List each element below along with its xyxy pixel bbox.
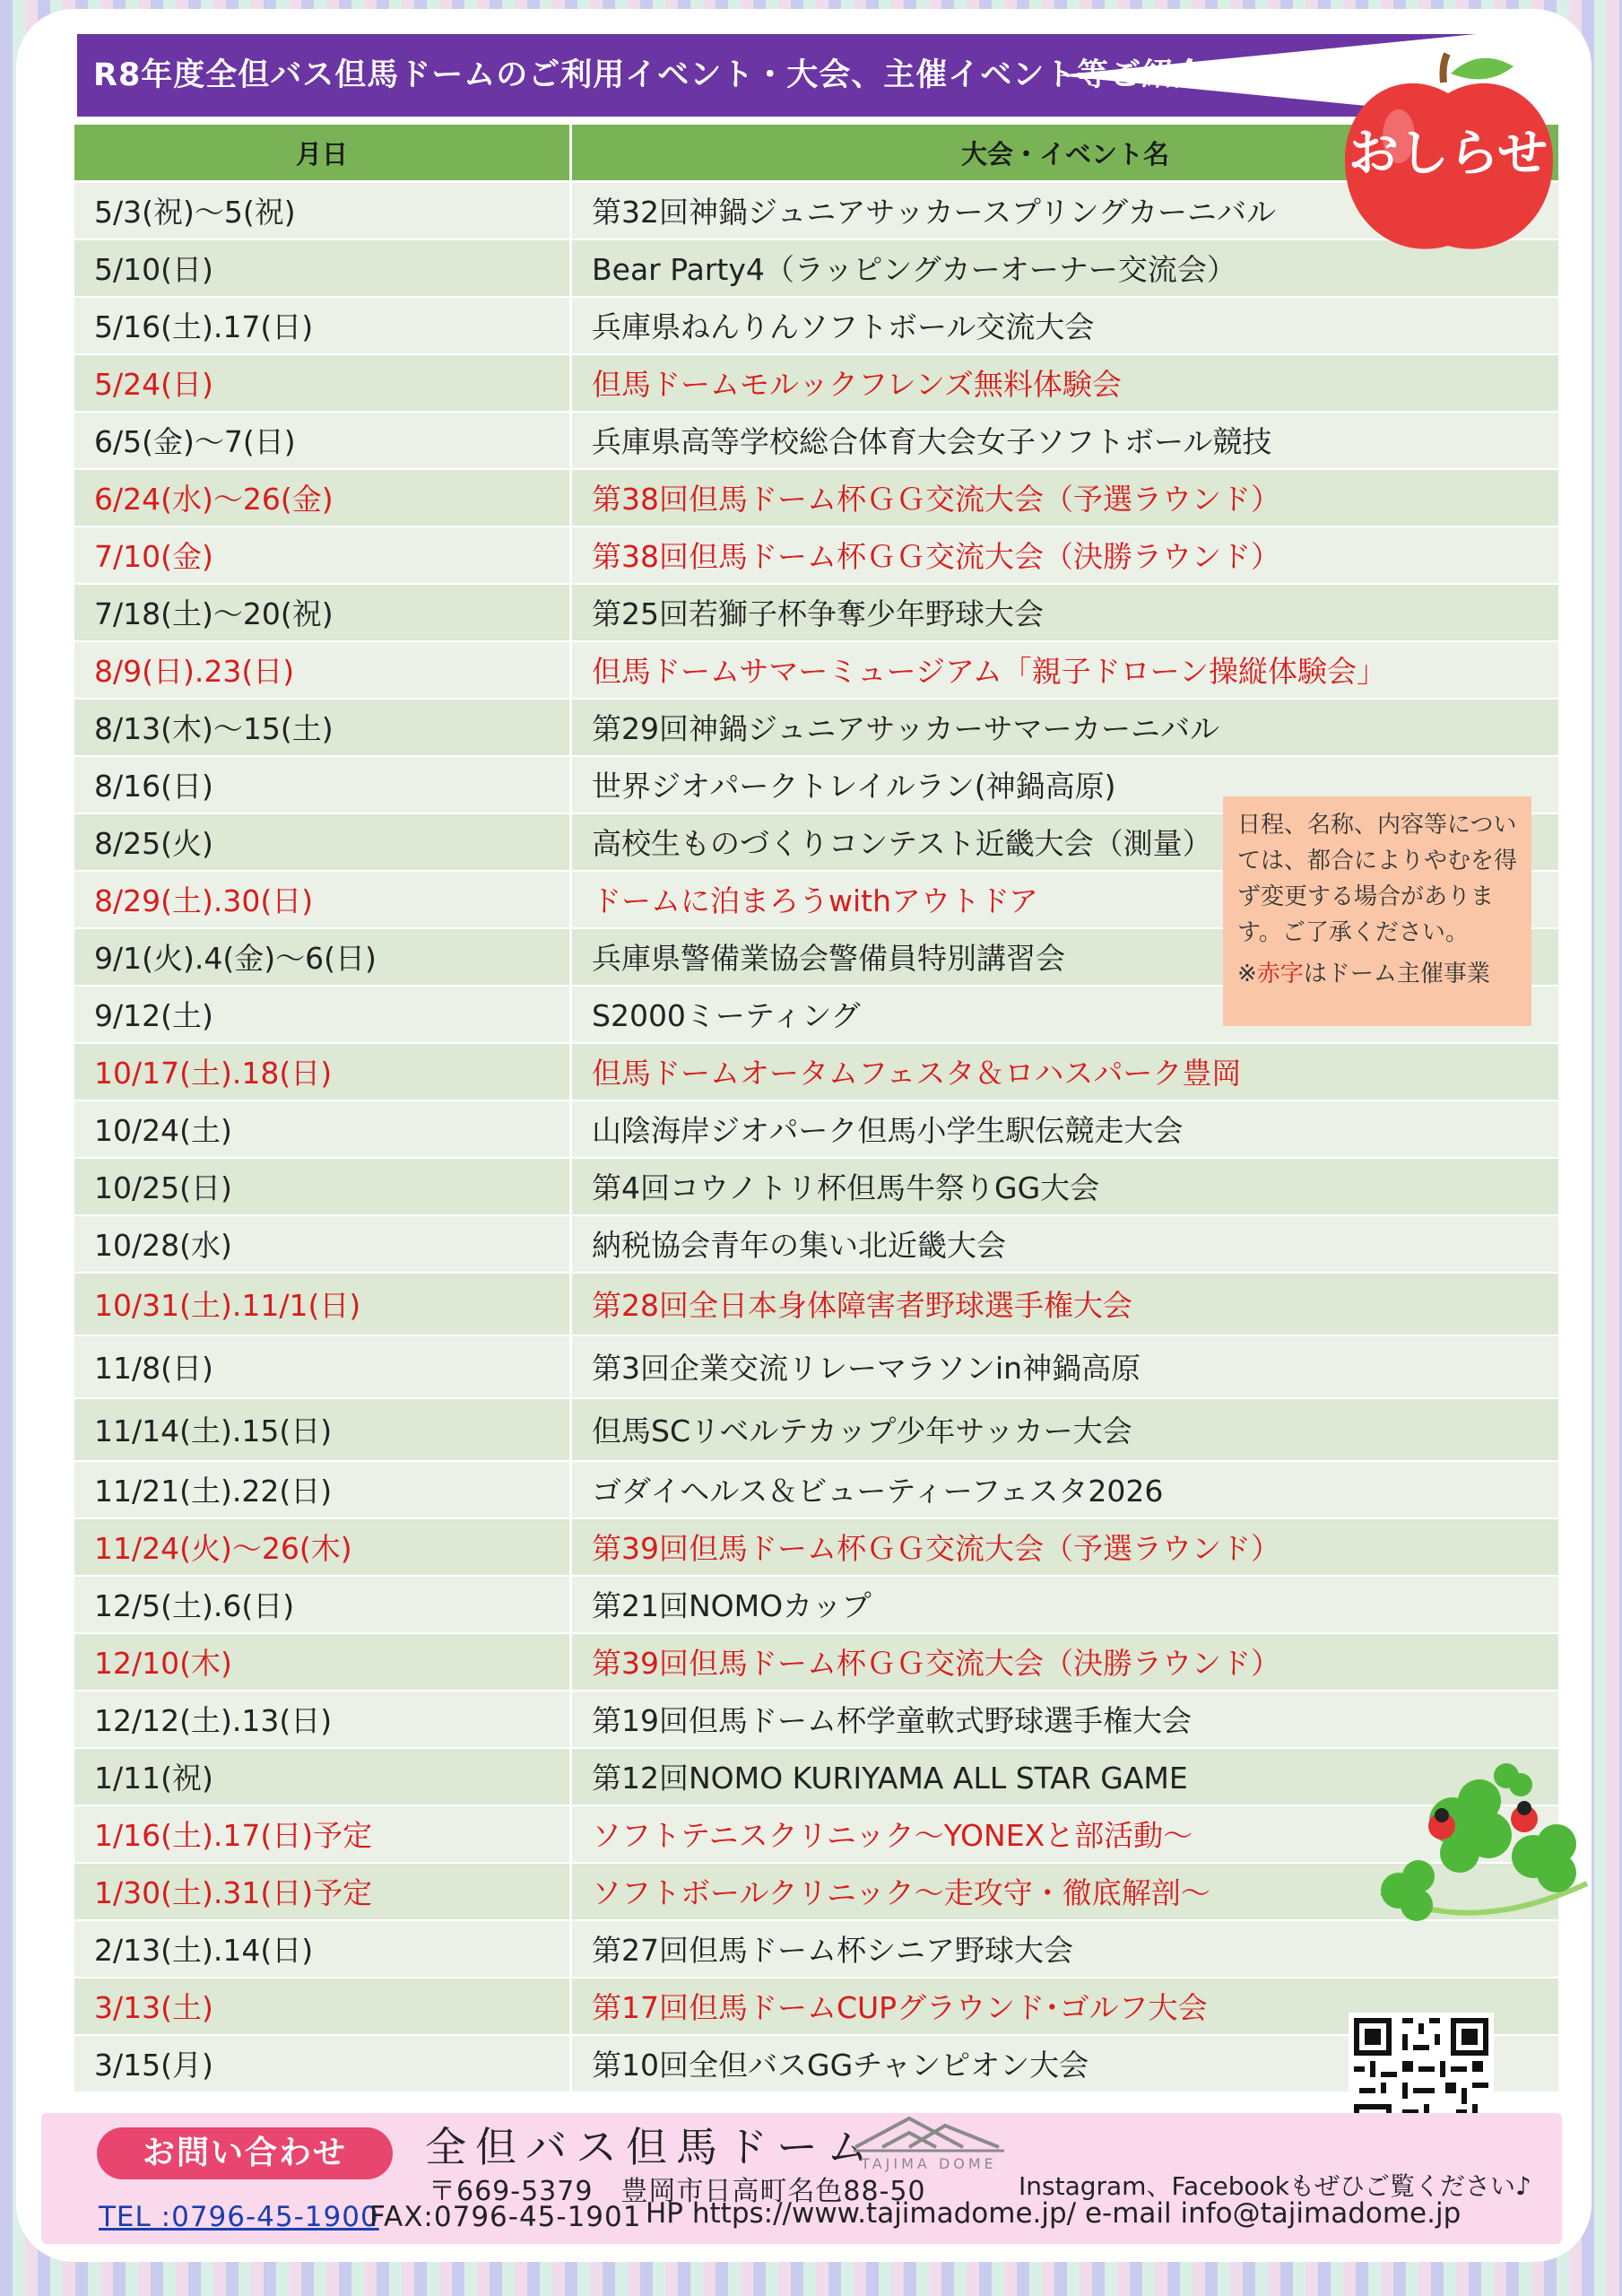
- event-date: 7/10(金): [74, 526, 571, 584]
- event-date: 12/12(土).13(日): [74, 1691, 571, 1748]
- event-date: 5/24(日): [74, 354, 571, 412]
- legend-red-word: 赤字: [1256, 961, 1304, 987]
- table-row: [74, 1748, 1560, 1805]
- clover-ladybug-icon: [1345, 1758, 1596, 1937]
- event-date: 11/21(土).22(日): [74, 1461, 571, 1518]
- event-name: 第3回企業交流リレーマラソンin神鍋高原: [571, 1335, 1560, 1398]
- event-name: Bear Party4（ラッピングカーオーナー交流会）: [571, 239, 1560, 297]
- event-name: ゴダイヘルス＆ビューティーフェスタ2026: [571, 1461, 1560, 1518]
- event-date: 11/24(火)～26(木): [74, 1518, 571, 1576]
- event-date: 12/5(土).6(日): [74, 1576, 571, 1633]
- table-row: [74, 1335, 1560, 1398]
- event-date: 10/25(日): [74, 1158, 571, 1215]
- event-name: ソフトテニスクリニック～YONEXと部活動～: [571, 1805, 1560, 1863]
- notice-text: 日程、名称、内容等については、都合によりやむを得ず変更する場合があります。ご了承ください。: [1237, 812, 1518, 946]
- event-name: 第17回但馬ドームCUPグラウンド･ゴルフ大会: [571, 1978, 1560, 2035]
- table-row: [74, 1920, 1560, 1978]
- table-row: [74, 1518, 1560, 1576]
- event-date: 8/9(日).23(日): [74, 641, 571, 699]
- sns-message: Instagram、Facebookもぜひご覧ください♪: [1019, 2171, 1531, 2201]
- event-name: 第12回NOMO KURIYAMA ALL STAR GAME: [571, 1748, 1560, 1805]
- event-name: 兵庫県ねんりんソフトボール交流大会: [571, 297, 1560, 354]
- event-date: 8/13(木)～15(土): [74, 699, 571, 756]
- event-date: 8/25(火): [74, 813, 571, 871]
- event-name: 第38回但馬ドーム杯ＧＧ交流大会（決勝ラウンド）: [571, 526, 1560, 584]
- table-row: [74, 641, 1560, 699]
- table-row: [74, 526, 1560, 584]
- event-date: 12/10(木): [74, 1633, 571, 1691]
- tajima-dome-logo: [846, 2109, 1017, 2174]
- event-name: ドームに泊まろうwithアウトドア: [571, 871, 1560, 928]
- table-row: [74, 1398, 1560, 1461]
- event-name: 第39回但馬ドーム杯ＧＧ交流大会（予選ラウンド）: [571, 1518, 1560, 1576]
- table-row: [74, 469, 1560, 526]
- apple-icon: [1336, 47, 1560, 262]
- event-name: 第39回但馬ドーム杯ＧＧ交流大会（決勝ラウンド）: [571, 1633, 1560, 1691]
- event-date: 9/1(火).4(金)～6(日): [74, 928, 571, 986]
- event-name: 第27回但馬ドーム杯シニア野球大会: [571, 1920, 1560, 1978]
- contact-badge: お問い合わせ: [97, 2127, 393, 2179]
- notice-box: [1223, 796, 1531, 1026]
- event-name: 山陰海岸ジオパーク但馬小学生駅伝競走大会: [571, 1100, 1560, 1158]
- event-name: 第32回神鍋ジュニアサッカースプリングカーニバル: [571, 182, 1560, 239]
- column-header-date: 月日: [74, 124, 571, 182]
- event-date: 8/29(土).30(日): [74, 871, 571, 928]
- event-date: 3/13(土): [74, 1978, 571, 2035]
- event-date: 1/11(祝): [74, 1748, 571, 1805]
- table-row: [74, 1043, 1560, 1100]
- event-name: 第29回神鍋ジュニアサッカーサマーカーニバル: [571, 699, 1560, 756]
- events-table: [72, 122, 1561, 2093]
- table-row: [74, 1805, 1560, 1863]
- event-date: 2/13(土).14(日): [74, 1920, 571, 1978]
- table-row: [74, 1633, 1560, 1691]
- event-name: 第25回若獅子杯争奪少年野球大会: [571, 584, 1560, 641]
- event-name: S2000ミーティング: [571, 986, 1560, 1043]
- table-row: [74, 1576, 1560, 1633]
- event-name: 但馬SCリベルテカップ少年サッカー大会: [571, 1398, 1560, 1461]
- event-date: 6/24(水)～26(金): [74, 469, 571, 526]
- event-date: 1/30(土).31(日)予定: [74, 1863, 571, 1920]
- event-date: 5/16(土).17(日): [74, 297, 571, 354]
- event-name: 但馬ドームモルックフレンズ無料体験会: [571, 354, 1560, 412]
- page-title: R8年度全但バス但馬ドームのご利用イベント・大会、主催イベント等ご紹介: [93, 57, 1207, 93]
- event-date: 10/17(土).18(日): [74, 1043, 571, 1100]
- table-row: [74, 1978, 1560, 2035]
- event-date: 3/15(月): [74, 2035, 571, 2092]
- event-name: 納税協会青年の集い北近畿大会: [571, 1215, 1560, 1273]
- event-name: 兵庫県警備業協会警備員特別講習会: [571, 928, 1560, 986]
- event-name: ソフトボールクリニック～走攻守・徹底解剖～: [571, 1863, 1560, 1920]
- table-row: [74, 412, 1560, 469]
- event-name: 第19回但馬ドーム杯学童軟式野球選手権大会: [571, 1691, 1560, 1748]
- table-row: [74, 1863, 1560, 1920]
- event-date: 8/16(日): [74, 756, 571, 813]
- table-body: [74, 182, 1560, 2092]
- event-date: 11/8(日): [74, 1335, 571, 1398]
- table-row: [74, 1691, 1560, 1748]
- table-row: [74, 1461, 1560, 1518]
- postal-address: 〒669-5379 豊岡市日高町名色88-50: [429, 2176, 926, 2207]
- event-date: 7/18(土)～20(祝): [74, 584, 571, 641]
- event-date: 10/24(土): [74, 1100, 571, 1158]
- fax-number: FAX:0796-45-1901: [369, 2201, 642, 2233]
- event-name: 但馬ドームサマーミュージアム「親子ドローン操縦体験会」: [571, 641, 1560, 699]
- phone-link[interactable]: TEL :0796-45-1900: [99, 2201, 379, 2233]
- table-row: [74, 699, 1560, 756]
- column-header-event: 大会・イベント名: [571, 124, 1560, 182]
- event-date: 6/5(金)～7(日): [74, 412, 571, 469]
- legend-suffix: はドーム主催事業: [1303, 961, 1490, 987]
- table-row: [74, 2035, 1560, 2092]
- event-name: 世界ジオパークトレイルラン(神鍋高原): [571, 756, 1560, 813]
- event-name: 兵庫県高等学校総合体育大会女子ソフトボール競技: [571, 412, 1560, 469]
- event-name: 第38回但馬ドーム杯ＧＧ交流大会（予選ラウンド）: [571, 469, 1560, 526]
- event-name: 第4回コウノトリ杯但馬牛祭りGG大会: [571, 1158, 1560, 1215]
- table-row: [74, 354, 1560, 412]
- table-row: [74, 584, 1560, 641]
- event-name: 高校生ものづくりコンテスト近畿大会（測量）: [571, 813, 1560, 871]
- notice-badge-label: おしらせ: [1348, 125, 1548, 183]
- event-name: 第28回全日本身体障害者野球選手権大会: [571, 1273, 1560, 1335]
- table-row: [74, 1215, 1560, 1273]
- event-date: 5/3(祝)～5(祝): [74, 182, 571, 239]
- event-name: 第21回NOMOカップ: [571, 1576, 1560, 1633]
- table-row: [74, 297, 1560, 354]
- logo-text: TAJIMA DOME: [861, 2155, 997, 2172]
- event-date: 9/12(土): [74, 986, 571, 1043]
- event-date: 10/28(水): [74, 1215, 571, 1273]
- legend-prefix: ※: [1237, 961, 1257, 987]
- table-row: [74, 1273, 1560, 1335]
- website-and-email[interactable]: HP https://www.tajimadome.jp/ e-mail info@tajimadome.jp: [646, 2197, 1462, 2230]
- event-date: 11/14(土).15(日): [74, 1398, 571, 1461]
- event-date: 1/16(土).17(日)予定: [74, 1805, 571, 1863]
- table-row: [74, 1158, 1560, 1215]
- event-date: 5/10(日): [74, 239, 571, 297]
- event-date: 10/31(土).11/1(日): [74, 1273, 571, 1335]
- event-name: 第10回全但バスGGチャンピオン大会: [571, 2035, 1560, 2092]
- table-row: [74, 1100, 1560, 1158]
- organization-name: 全但バス但馬ドーム: [425, 2123, 877, 2171]
- event-name: 但馬ドームオータムフェスタ＆ロハスパーク豊岡: [571, 1043, 1560, 1100]
